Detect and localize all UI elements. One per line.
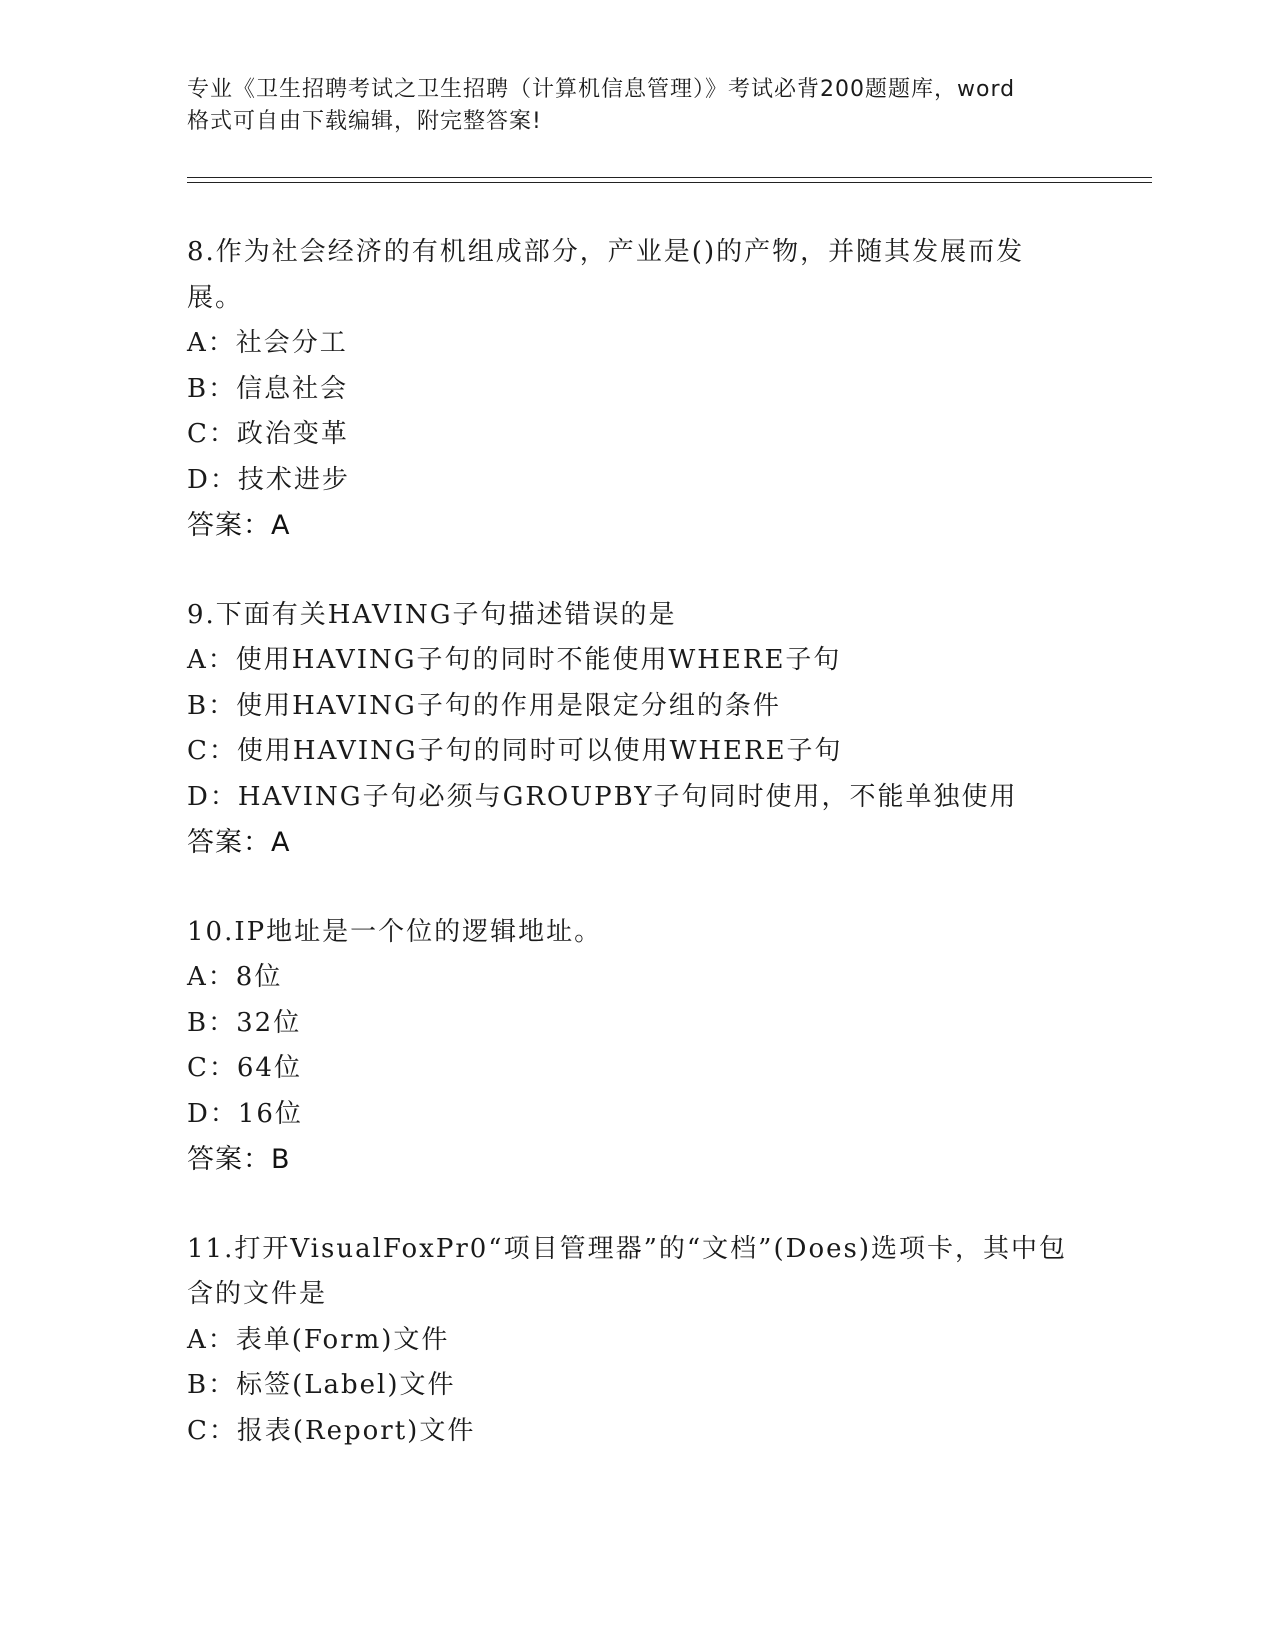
question-9 — [187, 593, 1087, 866]
question-11 — [187, 1227, 1087, 1455]
option-b: B：信息社会 — [187, 373, 349, 404]
answer-line — [187, 820, 1087, 866]
option-b: B：标签(Label)文件 — [187, 1370, 456, 1400]
answer-value: A — [271, 510, 291, 541]
option-a: A：社会分工 — [187, 328, 348, 358]
answer-value: B — [271, 1144, 291, 1175]
question-10 — [187, 910, 1087, 1183]
option-d: D：技术进步 — [187, 464, 350, 495]
header-divider-bottom — [187, 182, 1152, 183]
option-c: C：政治变革 — [187, 419, 349, 449]
question-8 — [187, 230, 1087, 549]
answer-label: 答案： — [187, 827, 271, 858]
answer-label: 答案： — [187, 510, 271, 541]
option-d: D：HAVING子句必须与GROUPBY子句同时使用，不能单独使用 — [187, 781, 1018, 812]
answer-value: A — [271, 827, 291, 858]
option-a: A：8位 — [187, 962, 283, 992]
option-d: D：16位 — [187, 1098, 303, 1129]
document-header — [187, 74, 1087, 138]
option-a: A：表单(Form)文件 — [187, 1324, 450, 1355]
answer-label: 答案： — [187, 1144, 271, 1175]
question-stem: 11.打开VisualFoxPr0“项目管理器”的“文档”(Does)选项卡，其中包含的文件是 — [187, 1233, 1067, 1309]
header-title-line-2: 格式可自由下载编辑，附完整答案! — [187, 109, 542, 134]
answer-line — [187, 1137, 1087, 1183]
header-divider-top — [187, 177, 1152, 178]
answer-line — [187, 503, 1087, 549]
question-stem: 9.下面有关HAVING子句描述错误的是 — [187, 599, 677, 630]
option-c: C：使用HAVING子句的同时可以使用WHERE子句 — [187, 736, 843, 766]
option-c: C：64位 — [187, 1053, 302, 1083]
question-stem: 8.作为社会经济的有机组成部分，产业是()的产物，并随其发展而发展。 — [187, 237, 1025, 313]
option-b: B：32位 — [187, 1007, 302, 1038]
option-a: A：使用HAVING子句的同时不能使用WHERE子句 — [187, 645, 842, 675]
question-stem: 10.IP地址是一个位的逻辑地址。 — [187, 916, 603, 947]
option-c: C：报表(Report)文件 — [187, 1415, 476, 1446]
header-title-line-1: 专业《卫生招聘考试之卫生招聘（计算机信息管理）》考试必背200题题库，word — [187, 77, 1016, 102]
question-list — [187, 230, 1087, 1498]
option-b: B：使用HAVING子句的作用是限定分组的条件 — [187, 690, 781, 721]
